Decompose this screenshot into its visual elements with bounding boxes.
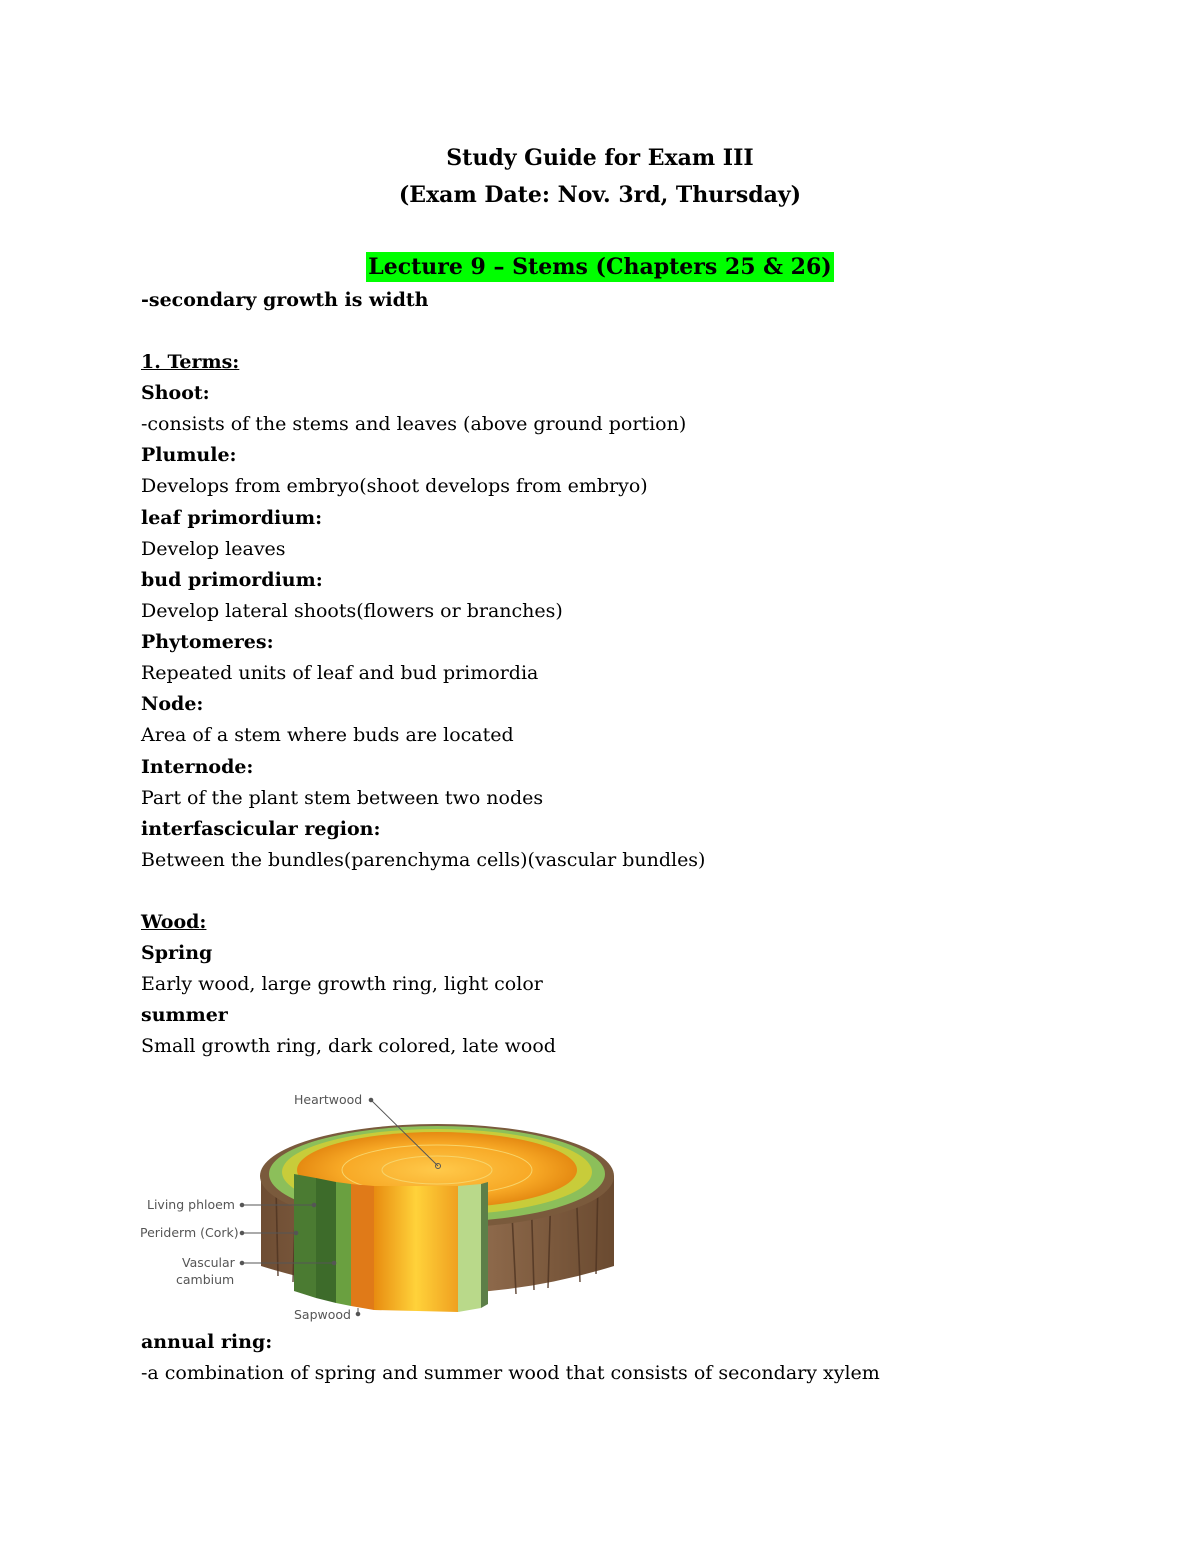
term-definition: Small growth ring, dark colored, late wood	[141, 1035, 556, 1057]
term-definition: -consists of the stems and leaves (above ground portion)	[141, 413, 687, 435]
term-label: leaf primordium:	[141, 507, 323, 529]
term-label: Internode:	[141, 756, 254, 778]
term-label: interfascicular region:	[141, 818, 381, 840]
label-sapwood: Sapwood	[294, 1307, 351, 1322]
lecture-heading: Lecture 9 – Stems (Chapters 25 & 26)	[368, 254, 832, 280]
term-definition: Area of a stem where buds are located	[141, 724, 514, 746]
label-living-phloem: Living phloem	[147, 1197, 235, 1212]
inner-right-bark	[481, 1182, 488, 1308]
term-definition: Develop leaves	[141, 538, 286, 560]
term-definition: Develop lateral shoots(flowers or branches)	[141, 600, 563, 622]
term-definition: Between the bundles(parenchyma cells)(vascular bundles)	[141, 849, 706, 871]
terms-heading: 1. Terms:	[141, 351, 240, 373]
label-heartwood: Heartwood	[294, 1092, 363, 1107]
term-definition: Repeated units of leaf and bud primordia	[141, 662, 539, 684]
cambium-layer	[336, 1182, 351, 1306]
wood-heading: Wood:	[141, 911, 207, 933]
exam-date: (Exam Date: Nov. 3rd, Thursday)	[398, 182, 802, 208]
term-label: Shoot:	[141, 382, 210, 404]
tree-trunk-diagram	[136, 1086, 626, 1326]
phloem-layer	[316, 1178, 336, 1303]
term-definition: Develops from embryo(shoot develops from embryo)	[141, 475, 648, 497]
term-definition: Early wood, large growth ring, light color	[141, 973, 543, 995]
inner-right-green	[458, 1184, 481, 1312]
page-title: Study Guide for Exam III	[446, 145, 754, 171]
label-cambium: cambium	[176, 1272, 235, 1287]
term-label: Phytomeres:	[141, 631, 274, 653]
label-periderm: Periderm (Cork)	[140, 1225, 239, 1240]
lecture-heading-wrap	[0, 253, 1200, 281]
term-label: annual ring:	[141, 1331, 273, 1353]
term-label: summer	[141, 1004, 228, 1026]
intro-note: -secondary growth is width	[141, 289, 429, 311]
heartwood-core	[374, 1186, 458, 1312]
term-label: Plumule:	[141, 444, 237, 466]
sapwood-layer	[351, 1184, 374, 1310]
term-definition: Part of the plant stem between two nodes	[141, 787, 544, 809]
term-label: bud primordium:	[141, 569, 323, 591]
term-label: Spring	[141, 942, 213, 964]
term-label: Node:	[141, 693, 204, 715]
periderm-layer	[294, 1174, 316, 1298]
label-vascular: Vascular	[182, 1255, 235, 1270]
term-definition: -a combination of spring and summer wood that consists of secondary xylem	[141, 1362, 880, 1384]
